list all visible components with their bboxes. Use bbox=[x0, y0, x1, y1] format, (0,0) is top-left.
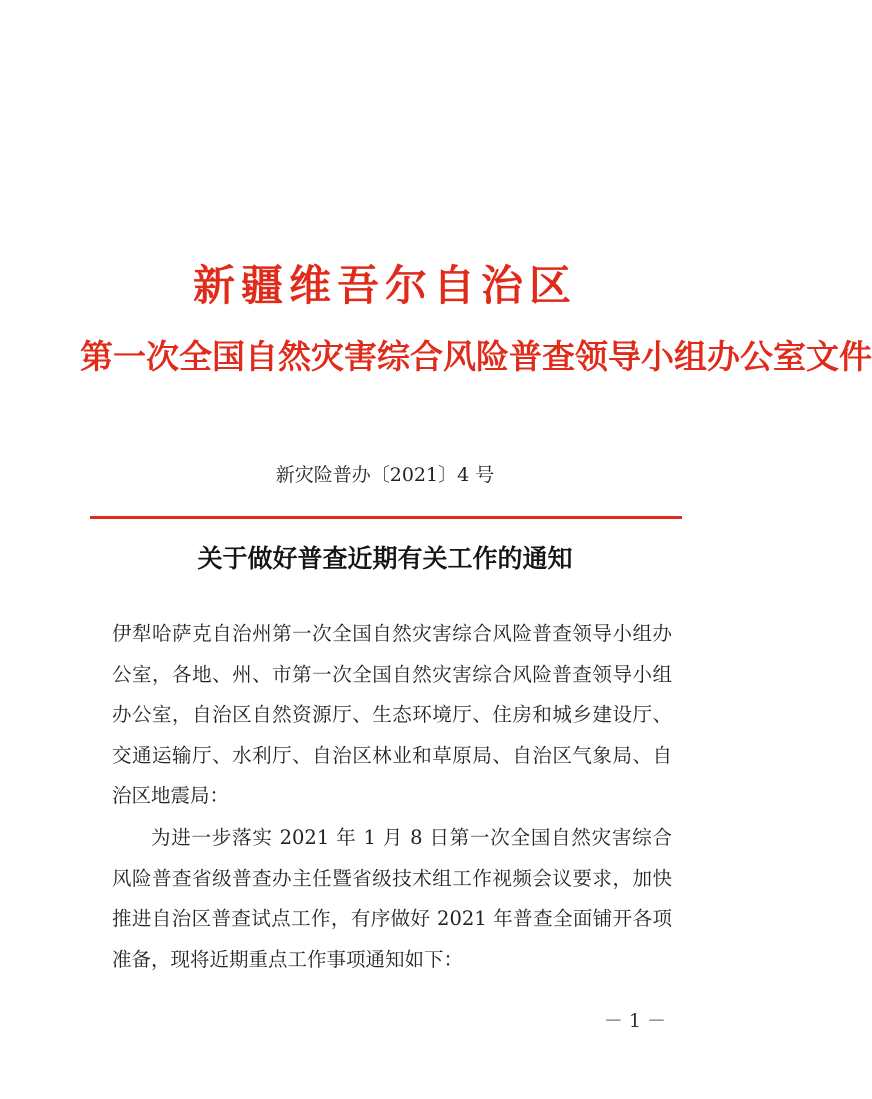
red-divider-line bbox=[90, 516, 682, 519]
addressee-paragraph: 伊犁哈萨克自治州第一次全国自然灾害综合风险普查领导小组办公室，各地、州、市第一次全国自然灾害综合风险普查领导小组办公室，自治区自然资源厅、生态环境厅、住房和城乡建设厅、交通运输厅、水利厅、自治区林业和草原局、自治区气象局、自治区地震局： bbox=[112, 622, 672, 807]
header-line-2: 第一次全国自然灾害综合风险普查领导小组办公室文件 bbox=[80, 337, 872, 376]
body-paragraph: 为进一步落实 2021 年 1 月 8 日第一次全国自然灾害综合风险普查省级普查办主任暨省级技术组工作视频会议要求，加快推进自治区普查试点工作，有序做好 2021 年普查全面铺开各项准备，现将近期重点工作事项通知如下： bbox=[112, 826, 672, 971]
page-number: － 1 － bbox=[603, 1010, 666, 1032]
header-line-1: 新疆维吾尔自治区 bbox=[192, 261, 577, 310]
document-number: 新灾险普办〔2021〕4 号 bbox=[275, 464, 495, 486]
notice-title: 关于做好普查近期有关工作的通知 bbox=[197, 544, 573, 573]
